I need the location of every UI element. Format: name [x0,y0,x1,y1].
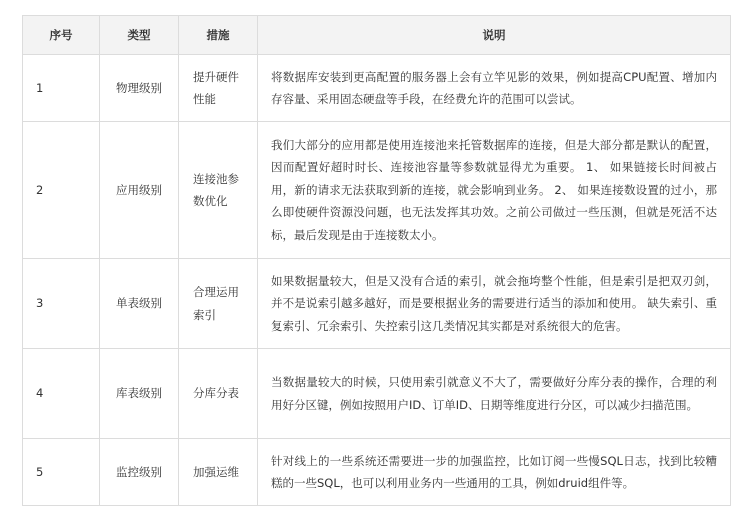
cell-seq: 5 [23,439,100,506]
cell-desc: 针对线上的一些系统还需要进一步的加强监控，比如订阅一些慢SQL日志，找到比较糟糕的一些SQL，也可以利用业务内一些通用的工具，例如druid组件等。 [258,439,731,506]
table-row [23,122,731,259]
table-row [23,259,731,349]
table-header-row [23,16,731,55]
table-row [23,349,731,439]
cell-desc: 当数据量较大的时候，只使用索引就意义不大了，需要做好分库分表的操作，合理的利用好分区键，例如按照用户ID、订单ID、日期等维度进行分区，可以减少扫描范围。 [258,349,731,439]
cell-measure: 连接池参数优化 [179,122,258,259]
cell-measure: 加强运维 [179,439,258,506]
header-type: 类型 [100,16,179,55]
table-row [23,55,731,122]
cell-measure: 提升硬件性能 [179,55,258,122]
cell-type: 单表级别 [100,259,179,349]
header-seq: 序号 [23,16,100,55]
cell-type: 物理级别 [100,55,179,122]
optimization-table [22,15,731,506]
header-desc: 说明 [258,16,731,55]
cell-measure: 分库分表 [179,349,258,439]
cell-desc: 如果数据量较大，但是又没有合适的索引，就会拖垮整个性能，但是索引是把双刃剑，并不是说索引越多越好，而是要根据业务的需要进行适当的添加和使用。 缺失索引、重复索引、冗余索引、失控索引这几类情况其实都是对系统很大的危害。 [258,259,731,349]
cell-seq: 3 [23,259,100,349]
cell-type: 库表级别 [100,349,179,439]
comparison-table-wrapper [22,15,731,506]
header-measure: 措施 [179,16,258,55]
cell-type: 监控级别 [100,439,179,506]
cell-seq: 1 [23,55,100,122]
cell-seq: 4 [23,349,100,439]
cell-desc: 我们大部分的应用都是使用连接池来托管数据库的连接，但是大部分都是默认的配置，因而配置好超时时长、连接池容量等参数就显得尤为重要。 1、 如果链接长时间被占用，新的请求无法获取到新的连接，就会影响到业务。 2、 如果连接数设置的过小，那么即使硬件资源没问题，也无法发挥其功效。之前公司做过一些压测，但就是死活不达标，最后发现是由于连接数太小。 [258,122,731,259]
cell-measure: 合理运用索引 [179,259,258,349]
table-row [23,439,731,506]
cell-desc: 将数据库安装到更高配置的服务器上会有立竿见影的效果，例如提高CPU配置、增加内存容量、采用固态硬盘等手段，在经费允许的范围可以尝试。 [258,55,731,122]
cell-seq: 2 [23,122,100,259]
cell-type: 应用级别 [100,122,179,259]
